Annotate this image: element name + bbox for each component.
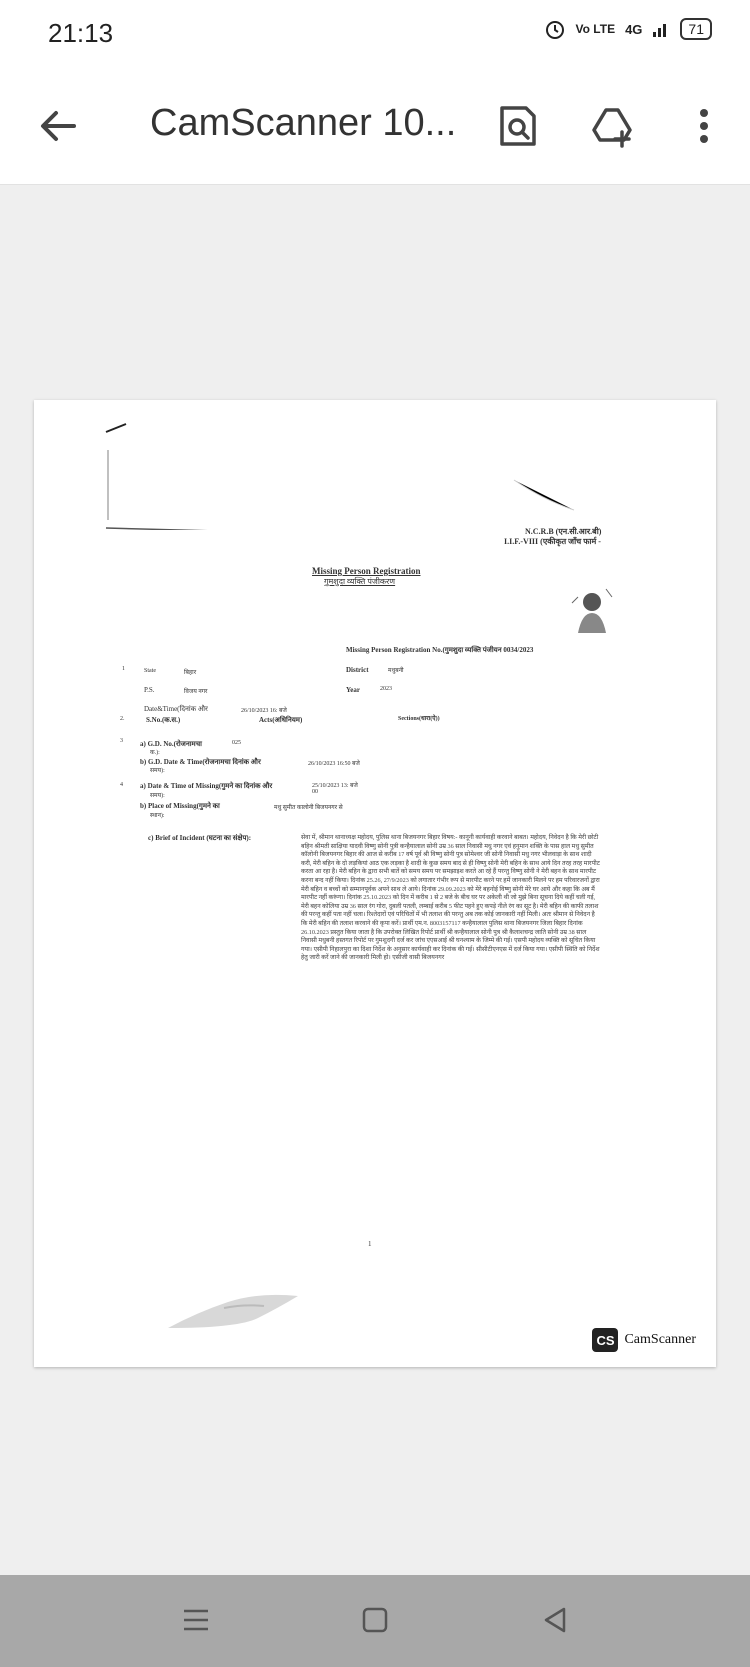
nav-bar	[0, 1575, 750, 1667]
datetime-label: Date&Time(दिनांक और	[144, 705, 208, 713]
alarm-icon	[544, 18, 566, 40]
status-time: 21:13	[48, 18, 114, 48]
district-label: District	[346, 666, 369, 674]
document-search-icon[interactable]	[496, 104, 540, 148]
year-value: 2023	[380, 686, 392, 692]
district-value: मधुबनी	[388, 668, 404, 674]
state-value: बिहार	[184, 670, 197, 676]
gd-no-label-2: क.):	[150, 750, 160, 756]
missing-datetime-value: 25/10/2023 13: बजे	[312, 783, 358, 789]
ps-label: P.S.	[144, 686, 155, 694]
row-number-2: 2.	[120, 716, 125, 722]
state-label: State	[144, 668, 156, 674]
gd-no-label: a) G.D. No.(रोजनामचा	[140, 740, 202, 748]
document-title: CamScanner 10...	[150, 102, 457, 144]
back-icon[interactable]	[540, 1605, 570, 1635]
ps-value: विजय नगर	[184, 689, 208, 695]
gd-date-value: 26/10/2023 16:50 बजे	[308, 761, 360, 767]
title-hindi: गुमशुदा व्यक्ति पंजीकरण	[324, 577, 396, 586]
row-number-3: 3	[120, 738, 123, 744]
ncrb-code: N.C.R.B (एन.सी.आर.बी)	[525, 527, 602, 536]
missing-datetime-value-2: 00	[312, 789, 318, 795]
datetime-value: 26/10/2023 16: बजे	[241, 708, 287, 714]
more-vert-icon[interactable]	[682, 104, 726, 148]
iif-code: I.I.F.-VIII (एकीकृत जाँच फार्म -	[504, 537, 601, 546]
signal-icon	[652, 20, 670, 38]
missing-place-label-2: स्थान):	[150, 813, 165, 819]
title-english: Missing Person Registration	[312, 566, 421, 576]
gd-date-label-2: समय):	[150, 768, 165, 774]
add-to-drive-icon[interactable]	[592, 104, 636, 148]
scan-artifact-icon	[94, 420, 694, 530]
menu-icon[interactable]	[181, 1605, 211, 1635]
registration-number: Missing Person Registration No.(गुमशुदा व्यक्ति पंजीयन 0034/2023	[346, 646, 534, 654]
status-bar	[0, 0, 750, 68]
brief-text: सेवा में, श्रीमान थानाध्यक्ष महोदय, पुलिस थाना बिजयनगर बिहार विषय:- कानूनी कार्यवाही करवाने बाबत। महोदय, निवेदन है कि मेरी छोटी बहिन श्रीमती साक्षिया यादवी विष्णु सोनी पुत्री कन्हैयालाल सोनी उम्र 36 साल निवासी मधु नगर एवं हनुमान शक्ति के पास हाल मधु सुमीत कॉलोनी बिजयनगर बिहार की आज से करीब 17 वर्ष पूर्व श्री विष्णु सोनी पुत्र सोमेश्वर जी सोनी निवासी मधु नगर भीलवाड़ा के साथ शादी करी, मेरी बहिन के दो लड़कियां आठ एक लड़का है शादी के कुछ समय बाद से ही विष्णु सोनी मेरी बहिन के साथ आये दिन तरह तरह मारपीट करता आ रहा है। मेरी बहिन के द्वारा सभी बातें को समय समय पर समझाइश करते आ रहे हैं परन्तु विष्णु सोनी ने मेरी बहन के साथ मारपीट करना बन्द नहीं किया। दिनांक 25.26, 27/9/2023 को लगातार गंभीर रूप से मारपीट करने पर हमें जानकारी मिलने पर हम परिवारजनों द्वारा मेरी बहिन व बच्चों को सम्मानपूर्वक अपने साथ ले आये। दिनांक 29.09.2023 को मेरे बहनोई विष्णु सोनी मेरे घर आये और कहा कि अब मैं मारपीट नहीं करूंगा। दिनांक 25.10.2023 को दिन में करीब 1 से 2 बजे के बीच घर पर अकेली थी जो मुझे बिना सूचना दिये कहीं चली गई, मेरी बहन कोलिया उम्र 36 साल रंग गोरा, दुबली पतली, लम्बाई करीब 5 फीट पहने हुए कपड़े नीले रंग का सूट है। मेरी बहिन की काफी तलाश की परन्तु कहीं पता नहीं चला। रिश्तेदारों एवं परिचितों में भी तलाश की परन्तु अब तक कोई जानकारी नहीं मिली। अतः श्रीमान से निवेदन है कि मेरी बहिन की तलाश करवाने की कृपा करें। प्रार्थी एम.न. 8003157117 कन्हैयालाल पुलिस थाना बिजयनगर जिला बिहार दिनांक 26.10.2023 प्रस्तुत किया जाता है कि उपरोक्त लिखित रिपोर्ट प्रार्थी श्री कन्हैयालाल सोनी पुत्र श्री कैलाशचन्द्र जाति सोनी उम्र 38 साल निवासी मधुबनी हस्तगत रिपोर्ट पर गुमशुदगी दर्ज कर जांच एएसआई श्री घनश्याम के जिम्मे की गई। एसपी महोदय व्यक्ति को सूचित किया गया। एसीपी निहालपुरा का दिशा निर्देश के अनुसार कार्यवाही कर दिनांक की गई। सीसीटीएनएस में दर्ज किया गया। एसीपी स्थिति को निर्देश हेतु जारी करें जाने की जानकारी मिली हो। एसीजी वासी बिजयनगर	[301, 834, 600, 962]
sections-label: Sections(धारा(ऐ))	[398, 716, 440, 722]
missing-person-photo	[566, 585, 618, 635]
content-area[interactable]	[0, 185, 750, 1575]
app-bar	[0, 68, 750, 185]
row-number-4: 4	[120, 782, 123, 788]
document-page[interactable]	[34, 400, 716, 1367]
camscanner-text: CamScanner	[624, 1332, 696, 1347]
scan-smudge-icon	[164, 1288, 304, 1338]
missing-place-value: मधु सुमीत कालोनी बिजयनगर से	[274, 805, 343, 811]
gd-no-value: 025	[232, 740, 241, 746]
network-label: Vo LTE	[575, 22, 616, 36]
home-icon[interactable]	[360, 1605, 390, 1635]
missing-place-label: b) Place of Missing(गुमने का	[140, 802, 220, 810]
camscanner-watermark	[592, 1328, 696, 1352]
status-icons	[544, 18, 712, 40]
gd-date-label: b) G.D. Date & Time(रोजनामचा दिनांक और	[140, 758, 261, 766]
page-number: 1	[368, 1240, 372, 1248]
row-number-1: 1	[122, 666, 125, 672]
missing-datetime-label-2: समय):	[150, 793, 165, 799]
camscanner-logo: CS	[592, 1328, 618, 1352]
brief-label: c) Brief of Incident (घटना का संक्षेप):	[148, 834, 252, 842]
battery-indicator: 71	[680, 18, 712, 40]
signal-label: 4G	[625, 21, 643, 37]
sno-label: S.No.(क.स.)	[146, 716, 181, 724]
back-arrow-icon[interactable]	[36, 104, 80, 148]
year-label: Year	[346, 686, 360, 694]
missing-datetime-label: a) Date & Time of Missing(गुमने का दिनांक और	[140, 782, 273, 790]
acts-label: Acts(अधिनियम)	[259, 716, 303, 724]
